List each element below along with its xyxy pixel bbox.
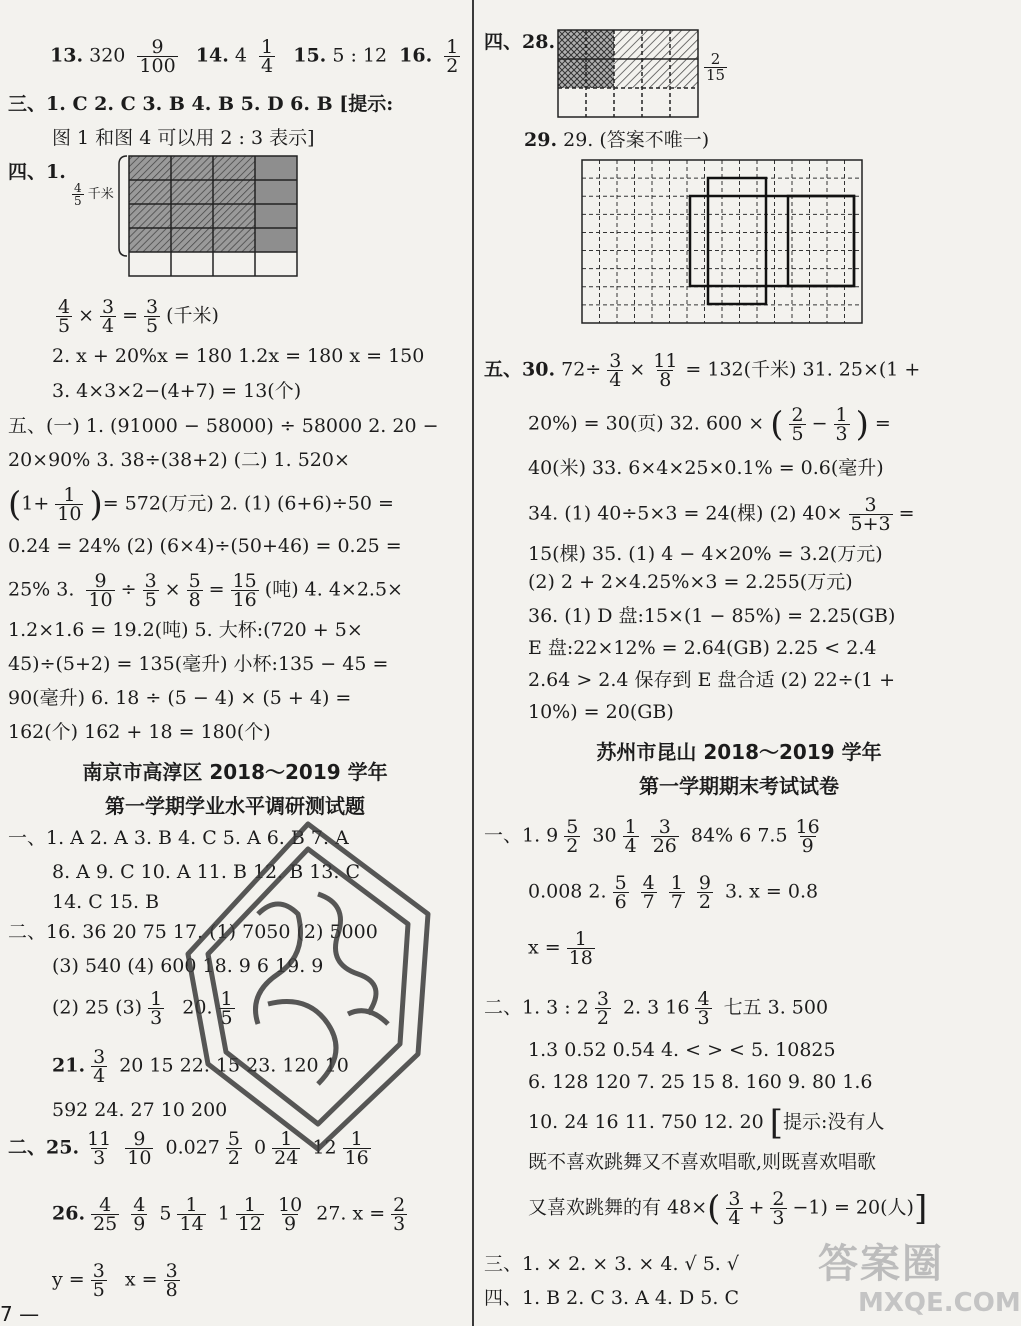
gaochun-4: 二、16. 36 20 75 17. (1) 7050 (2) 5000 bbox=[8, 921, 378, 943]
column-divider bbox=[472, 0, 474, 1326]
answer-5-line5: 25% 3. $\frac{9}{10}$ ÷ $\frac{3}{5}$ × $\frac{5}{8}$ = $\frac{15}{16}$ (吨) 4. 4×2.5× bbox=[8, 570, 403, 611]
answer-5-line8: 90(毫升) 6. 18 ÷ (5 − 4) × (5 + 4) = bbox=[8, 687, 352, 709]
fig28-grid bbox=[556, 28, 706, 120]
fig1-grid-diagram bbox=[115, 152, 305, 277]
gaochun-8: 592 24. 27 10 200 bbox=[52, 1099, 228, 1121]
watermark-url: MXQE.COM bbox=[858, 1288, 1021, 1318]
watermark-logo: 答案圈 bbox=[818, 1241, 944, 1287]
hint-text: 图 1 和图 4 可以用 2 : 3 表示] bbox=[52, 127, 315, 149]
fraction: $\frac{1}{4}$ bbox=[261, 36, 274, 77]
answer-5-line6: 1.2×1.6 = 19.2(吨) 5. 大杯:(720 + 5× bbox=[8, 619, 363, 641]
section-title-kunshan-1: 苏州市昆山 2018～2019 学年 bbox=[596, 740, 882, 764]
answer-35: 15(棵) 35. (1) 4 − 4×20% = 3.2(万元) bbox=[528, 543, 883, 565]
kunshan-hint-1: 既不喜欢跳舞又不喜欢唱歌,则既喜欢唱歌 bbox=[528, 1151, 877, 1173]
kunshan-6: 6. 128 120 7. 25 15 8. 160 9. 80 1.6 bbox=[528, 1071, 873, 1093]
kunshan-5: 1.3 0.52 0.54 4. < > < 5. 10825 bbox=[528, 1039, 836, 1061]
answer-5-line7: 45)÷(5+2) = 135(毫升) 小杯:135 − 45 = bbox=[8, 653, 389, 675]
fraction: $\frac{9}{100}$ bbox=[139, 36, 176, 77]
answer-36: 36. (1) D 盘:15×(1 − 85%) = 2.25(GB) bbox=[528, 605, 896, 627]
answer-5-line3: (1+ $\frac{1}{10}$ )= 572(万元) 2. (1) (6+6)÷50 = bbox=[8, 484, 394, 525]
section-title-gaochun-2: 第一学期学业水平调研测试题 bbox=[105, 794, 365, 818]
gaochun-6: (2) 25 (3) $\frac{1}{3}$ 20. $\frac{1}{5}$ bbox=[52, 988, 233, 1029]
stamp-overlay bbox=[168, 804, 448, 1164]
section-title-gaochun-1: 南京市高淳区 2018～2019 学年 bbox=[82, 760, 388, 784]
fig29-dashed-grid bbox=[580, 158, 866, 328]
answer-36-2: 10%) = 20(GB) bbox=[528, 701, 674, 723]
kunshan-hint-2: 又喜欢跳舞的有 48×( $\frac{3}{4}$ + $\frac{2}{3}$ −1) = 20(人)] bbox=[528, 1188, 928, 1229]
gaochun-3: 14. C 15. B bbox=[52, 891, 160, 913]
answer-36-e: E 盘:22×12% = 2.64(GB) 2.25 < 2.4 bbox=[528, 637, 877, 659]
fraction: $\frac{1}{2}$ bbox=[446, 36, 459, 77]
answer-5-line9: 162(个) 162 + 18 = 180(个) bbox=[8, 721, 271, 743]
answer-5-line1: 五、(一) 1. (91000 − 58000) ÷ 58000 2. 20 − bbox=[8, 415, 439, 437]
answer-33: 40(米) 33. 6×4×25×0.1% = 0.6(毫升) bbox=[528, 457, 884, 479]
gaochun-7: 21. $\frac{3}{4}$ 20 15 22. 15 23. 120 10 bbox=[52, 1046, 349, 1087]
answer-fig1-eq: $\frac{4}{5}$ × $\frac{3}{4}$ = $\frac{3}{5}$ (千米) bbox=[58, 296, 219, 337]
kunshan-3: x = $\frac{1}{18}$ bbox=[528, 928, 593, 969]
kunshan-7: 10. 24 16 11. 750 12. 20 [提示:没有人 bbox=[528, 1103, 885, 1143]
section-4-28-label: 四、28. bbox=[484, 31, 556, 53]
kunshan-1: 一、1. 9 $\frac{5}{2}$ 30 $\frac{1}{4}$ $\frac{3}{26}$ 84% 6 7.5 $\frac{16}{9}$ bbox=[484, 816, 820, 857]
gaochun-11: y = $\frac{3}{5}$ x = $\frac{3}{8}$ bbox=[52, 1260, 178, 1301]
answer-4-3: 3. 4×3×2−(4+7) = 13(个) bbox=[52, 380, 302, 402]
kunshan-9: 四、1. B 2. C 3. A 4. D 5. C bbox=[484, 1287, 739, 1309]
fig1-fraction-label: $\frac{4}{5}$ 千米 bbox=[74, 181, 114, 208]
answer-35-2: (2) 2 + 2×4.25%×3 = 2.255(万元) bbox=[528, 571, 853, 593]
answer-36-cmp: 2.64 > 2.4 保存到 E 盘合适 (2) 22÷(1 + bbox=[528, 669, 896, 691]
kunshan-2: 0.008 2. $\frac{5}{6}$ $\frac{4}{7}$ $\frac{1}{7}$ $\frac{9}{2}$ 3. x = 0.8 bbox=[528, 872, 819, 913]
answer-34: 34. (1) 40÷5×3 = 24(棵) (2) 40× $\frac{3}{5+3}$ = bbox=[528, 494, 915, 535]
gaochun-1: 一、1. A 2. A 3. B 4. C 5. A 6. B 7. A bbox=[8, 827, 349, 849]
section-title-kunshan-2: 第一学期期末考试试卷 bbox=[639, 774, 839, 798]
gaochun-10: 26. $\frac{4}{25}$ $\frac{4}{9}$ 5 $\frac{1}{14}$ 1 $\frac{1}{12}$ $\frac{10}{9}$ 27. x = $\frac{2}{3}$ bbox=[52, 1194, 406, 1235]
kunshan-4: 二、1. 3 : 2 $\frac{3}{2}$ 2. 3 16 $\frac{4}{3}$ 七五 3. 500 bbox=[484, 988, 829, 1029]
gaochun-5: (3) 540 (4) 600 18. 9 6 19. 9 bbox=[52, 955, 324, 977]
kunshan-8: 三、1. × 2. × 3. × 4. √ 5. √ bbox=[484, 1253, 739, 1275]
answer-4-2: 2. x + 20%x = 180 1.2x = 180 x = 150 bbox=[52, 345, 425, 367]
gaochun-9: 二、25. $\frac{11}{3}$ $\frac{9}{10}$ 0.027 $\frac{5}{2}$ 0 $\frac{1}{24}$ 12 $\frac{1}{16}$ bbox=[8, 1128, 369, 1169]
fig28-fraction: $\frac{2}{15}$ bbox=[706, 50, 726, 84]
page-number: 7 — bbox=[0, 1302, 40, 1326]
answer-30-31: 五、30. 72÷ $\frac{3}{4}$ × $\frac{11}{8}$ = 132(千米) 31. 25×(1 + bbox=[484, 350, 921, 391]
answer-29: 29. 29. (答案不唯一) bbox=[524, 129, 710, 151]
answer-31-32: 20%) = 30(页) 32. 600 × ( $\frac{2}{5}$ − $\frac{1}{3}$ ) = bbox=[528, 404, 891, 445]
section-4-label: 四、1. bbox=[8, 161, 66, 183]
answer-line-13-16: 13. 320 $\frac{9}{100}$ 14. 4 $\frac{1}{4}$ 15. 5 : 12 16. $\frac{1}{2}$ bbox=[50, 36, 459, 77]
gaochun-2: 8. A 9. C 10. A 11. B 12. B 13. C bbox=[52, 861, 360, 883]
answer-5-line4: 0.24 = 24% (2) (6×4)÷(50+46) = 0.25 = bbox=[8, 535, 402, 557]
answer-5-line2: 20×90% 3. 38÷(38+2) (二) 1. 520× bbox=[8, 449, 350, 471]
section-3-answers: 三、1. C 2. C 3. B 4. B 5. D 6. B [提示: bbox=[8, 93, 394, 115]
